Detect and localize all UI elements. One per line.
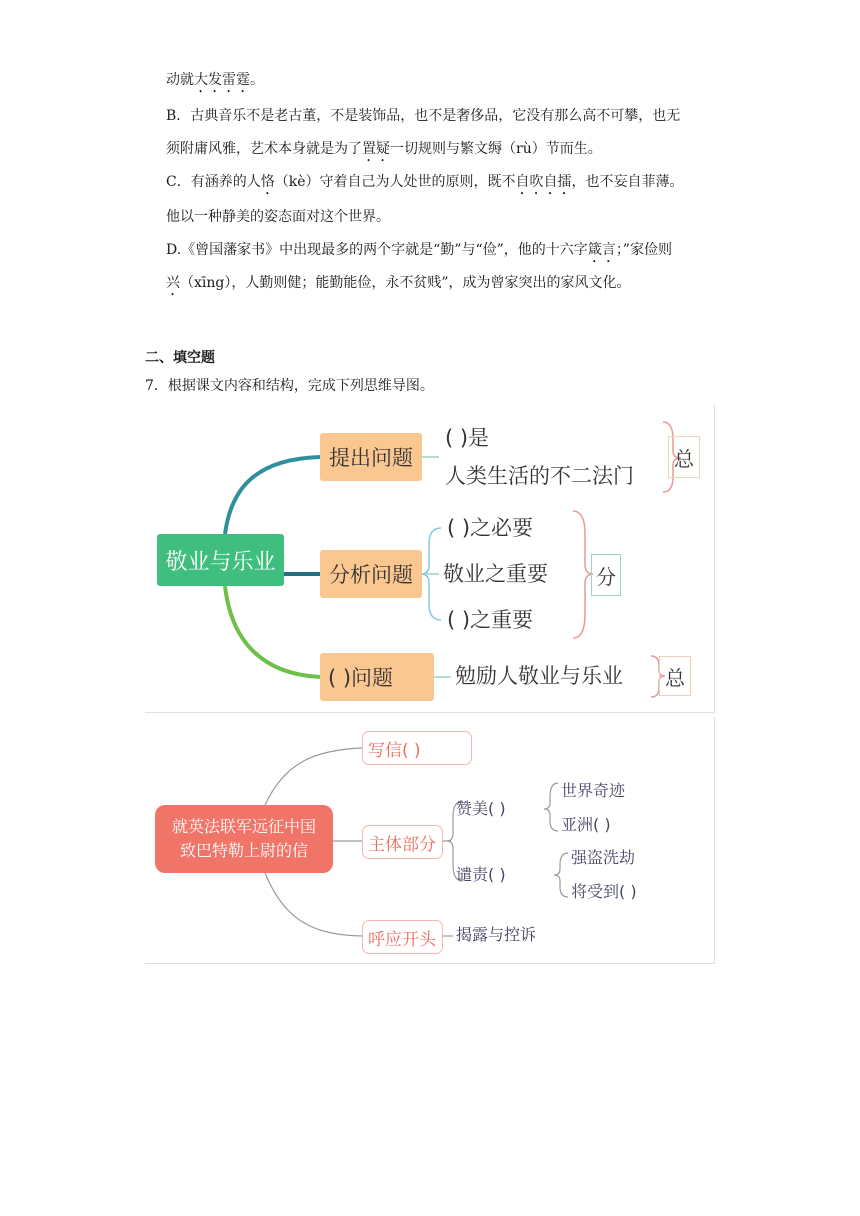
leaf-expose-accuse: 揭露与控诉	[456, 925, 537, 944]
connector-node-1	[265, 748, 362, 805]
option-d-line2	[166, 273, 631, 299]
leaf-praise: 赞美( )	[456, 799, 506, 818]
mind-map-letter	[145, 717, 715, 964]
mind-map-2-root	[155, 805, 333, 873]
summary-tag-3: 总	[659, 656, 691, 696]
connector-node-3	[265, 873, 362, 936]
mind-map-respect-work	[145, 404, 715, 713]
branch-1-line-2: 人类生活的不二法门	[445, 464, 634, 488]
summary-tag-1: 总	[668, 436, 700, 478]
option-c-line2: 他以一种静美的姿态面对这个世界。	[166, 209, 390, 225]
section-title: 二、填空题	[145, 350, 215, 366]
option-d-line1	[166, 240, 672, 266]
option-a-tail	[166, 70, 264, 96]
text-run: 。	[250, 72, 264, 88]
branch-1-line-1: ( )是	[445, 426, 490, 450]
root-line-1: 就英法联军远征中国	[171, 817, 316, 836]
leaf-asia: 亚洲( )	[561, 815, 611, 834]
connector-branch-3	[225, 586, 320, 677]
leaf-robbery: 强盗洗劫	[571, 848, 636, 867]
text-run: 一切规则与繁文缛（rù）节而生。	[390, 141, 602, 157]
node-main-body: 主体部分	[362, 825, 443, 859]
brace-condemn	[554, 853, 568, 897]
leaf-world-wonder: 世界奇迹	[561, 781, 626, 800]
option-b-line1: B．古典音乐不是老古董，不是装饰品，也不是奢侈品，它没有那么高不可攀，也无	[166, 108, 681, 124]
branch-3-text: 勉励人敬业与乐业	[455, 664, 623, 688]
connector-branch-1	[225, 457, 320, 534]
emphasized-text: 大发雷霆	[194, 72, 250, 88]
text-run: ，也不妄自菲薄。	[571, 174, 684, 190]
emphasized-text: 恪	[260, 174, 275, 190]
brace-praise	[544, 783, 558, 831]
branch-2-item-3: ( )之重要	[447, 608, 534, 632]
root-line-2: 致巴特勒上尉的信	[179, 841, 308, 860]
branch-2-item-1: ( )之必要	[447, 516, 534, 540]
option-c-line1	[166, 172, 684, 198]
emphasized-text: 兴	[166, 275, 180, 291]
branch-2-item-2: 敬业之重要	[443, 562, 548, 586]
text-run: D.《曾国藩家书》中出现最多的两个字就是“勤”与“俭”，他的十六字	[166, 242, 588, 258]
option-b-line2	[166, 139, 602, 165]
leaf-will-receive: 将受到( )	[571, 882, 637, 901]
node-echo-opening: 呼应开头	[362, 920, 443, 954]
node-writing-letter: 写信( )	[362, 731, 472, 765]
emphasized-text: 置疑	[362, 141, 390, 157]
question-7-prompt: 7．根据课文内容和结构，完成下列思维导图。	[145, 378, 434, 394]
text-run: 须附庸风雅，艺术本身就是为了	[166, 141, 362, 157]
mind-map-1-root: 敬业与乐业	[157, 534, 284, 586]
leaf-condemn: 谴责( )	[456, 865, 506, 884]
text-run: 动就	[166, 72, 194, 88]
brace-summary-2	[573, 511, 593, 638]
branch-analyze-question: 分析问题	[320, 550, 422, 598]
emphasized-text: 自吹自擂	[515, 174, 572, 190]
text-run: （kè）守着自己为人处世的原则，既不	[274, 174, 516, 190]
summary-tag-2: 分	[591, 554, 621, 596]
text-run: C．有涵养的人	[166, 174, 261, 190]
branch-solve-question: ( )问题	[320, 653, 434, 701]
text-run: ；”家俭则	[615, 242, 672, 258]
branch-raise-question: 提出问题	[320, 433, 422, 481]
emphasized-text: 箴言	[587, 242, 616, 258]
text-run: （xīng），人勤则健；能勤能俭，永不贫贱”，成为曾家突出的家风文化。	[180, 275, 631, 291]
